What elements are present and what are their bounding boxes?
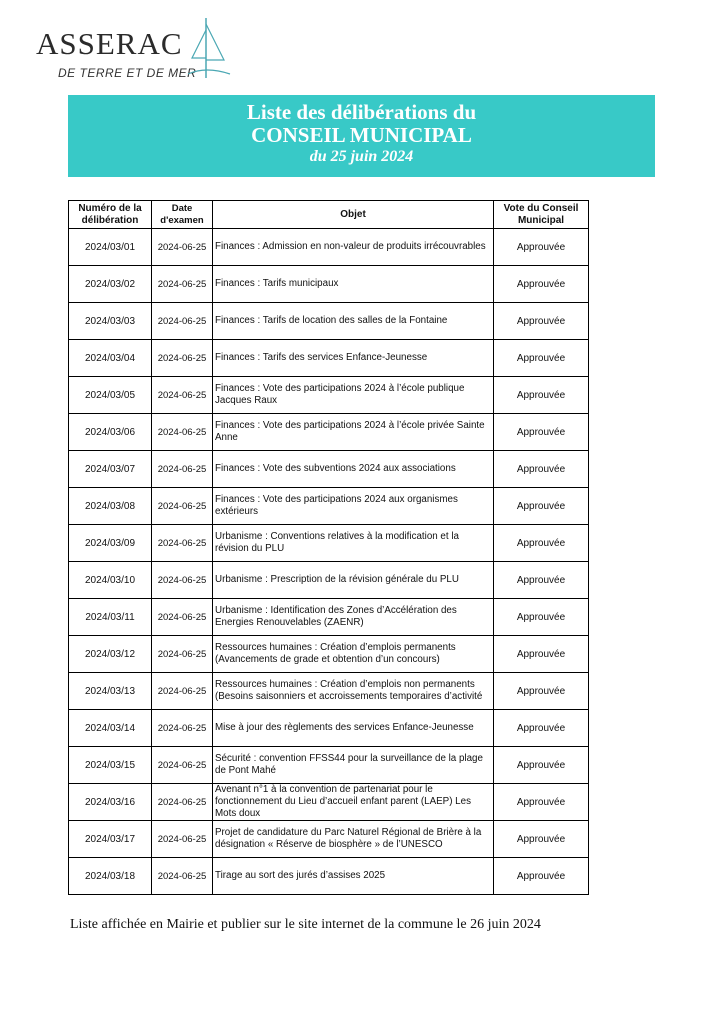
table-row [69,377,589,414]
cell-vote: Approuvée [494,599,589,636]
title-banner [68,95,655,177]
cell-vote: Approuvée [494,303,589,340]
deliberations-table [68,200,589,895]
cell-objet: Urbanisme : Conventions relatives à la modification et la révision du PLU [213,525,494,562]
table-row [69,340,589,377]
cell-objet: Finances : Vote des participations 2024 à l’école privée Sainte Anne [213,414,494,451]
banner-date: du 25 juin 2024 [309,148,414,165]
table-row [69,451,589,488]
cell-date: 2024-06-25 [152,377,213,414]
cell-vote: Approuvée [494,636,589,673]
cell-num: 2024/03/13 [69,673,152,710]
cell-num: 2024/03/09 [69,525,152,562]
cell-date: 2024-06-25 [152,673,213,710]
cell-vote: Approuvée [494,488,589,525]
cell-vote: Approuvée [494,710,589,747]
cell-date: 2024-06-25 [152,229,213,266]
banner-title-line1: Liste des délibérations du [246,100,477,124]
cell-num: 2024/03/17 [69,821,152,858]
cell-objet: Tirage au sort des jurés d’assises 2025 [213,858,494,895]
cell-num: 2024/03/15 [69,747,152,784]
cell-objet: Ressources humaines : Création d’emplois non permanents (Besoins saisonniers et accroissements temporaires d’activité [213,673,494,710]
cell-date: 2024-06-25 [152,266,213,303]
cell-vote: Approuvée [494,377,589,414]
cell-objet: Sécurité : convention FFSS44 pour la surveillance de la plage de Pont Mahé [213,747,494,784]
asserac-logo [36,16,236,86]
cell-date: 2024-06-25 [152,599,213,636]
cell-num: 2024/03/01 [69,229,152,266]
table-row [69,599,589,636]
cell-num: 2024/03/10 [69,562,152,599]
cell-vote: Approuvée [494,229,589,266]
table-row [69,673,589,710]
cell-vote: Approuvée [494,562,589,599]
cell-objet: Urbanisme : Identification des Zones d’Accélération des Energies Renouvelables (ZAENR) [213,599,494,636]
cell-vote: Approuvée [494,414,589,451]
cell-objet: Finances : Vote des subventions 2024 aux associations [213,451,494,488]
cell-vote: Approuvée [494,858,589,895]
table-row [69,562,589,599]
cell-num: 2024/03/02 [69,266,152,303]
cell-date: 2024-06-25 [152,562,213,599]
cell-objet: Ressources humaines : Création d’emplois permanents (Avancements de grade et obtention d’un concours) [213,636,494,673]
cell-date: 2024-06-25 [152,451,213,488]
cell-objet: Finances : Admission en non-valeur de produits irrécouvrables [213,229,494,266]
table-row [69,488,589,525]
table-row [69,303,589,340]
cell-date: 2024-06-25 [152,784,213,821]
cell-num: 2024/03/07 [69,451,152,488]
cell-num: 2024/03/14 [69,710,152,747]
cell-objet: Urbanisme : Prescription de la révision générale du PLU [213,562,494,599]
banner-title-line2: CONSEIL MUNICIPAL [251,123,472,147]
table-row [69,414,589,451]
cell-num: 2024/03/04 [69,340,152,377]
cell-date: 2024-06-25 [152,858,213,895]
cell-date: 2024-06-25 [152,414,213,451]
sailboat-icon [186,16,246,86]
header-num: Numéro de la délibération [69,201,152,229]
table-row [69,636,589,673]
cell-num: 2024/03/05 [69,377,152,414]
header-date: Date d'examen [152,201,213,229]
cell-vote: Approuvée [494,784,589,821]
cell-objet: Mise à jour des règlements des services Enfance-Jeunesse [213,710,494,747]
cell-date: 2024-06-25 [152,303,213,340]
cell-objet: Finances : Tarifs des services Enfance-Jeunesse [213,340,494,377]
cell-date: 2024-06-25 [152,710,213,747]
cell-objet: Finances : Vote des participations 2024 aux organismes extérieurs [213,488,494,525]
cell-num: 2024/03/03 [69,303,152,340]
table-row [69,229,589,266]
logo-name: ASSERAC [36,26,183,61]
cell-vote: Approuvée [494,525,589,562]
table-row [69,821,589,858]
cell-date: 2024-06-25 [152,340,213,377]
cell-objet: Finances : Tarifs de location des salles de la Fontaine [213,303,494,340]
cell-num: 2024/03/18 [69,858,152,895]
cell-vote: Approuvée [494,747,589,784]
cell-num: 2024/03/16 [69,784,152,821]
cell-num: 2024/03/11 [69,599,152,636]
cell-date: 2024-06-25 [152,488,213,525]
cell-date: 2024-06-25 [152,525,213,562]
header-objet: Objet [213,201,494,229]
table-header-row [69,201,589,229]
table-row [69,858,589,895]
header-vote: Vote du Conseil Municipal [494,201,589,229]
cell-vote: Approuvée [494,340,589,377]
cell-objet: Avenant n°1 à la convention de partenariat pour le fonctionnement du Lieu d’accueil enfant parent (LAEP) Les Mots doux [213,784,494,821]
footer-note: Liste affichée en Mairie et publier sur le site internet de la commune le 26 juin 2024 [70,917,541,932]
cell-vote: Approuvée [494,821,589,858]
cell-date: 2024-06-25 [152,821,213,858]
table-row [69,266,589,303]
cell-num: 2024/03/12 [69,636,152,673]
table-row [69,784,589,821]
cell-vote: Approuvée [494,266,589,303]
table-row [69,747,589,784]
cell-date: 2024-06-25 [152,636,213,673]
table-row [69,710,589,747]
cell-objet: Finances : Tarifs municipaux [213,266,494,303]
cell-num: 2024/03/08 [69,488,152,525]
table-row [69,525,589,562]
cell-date: 2024-06-25 [152,747,213,784]
cell-vote: Approuvée [494,451,589,488]
cell-vote: Approuvée [494,673,589,710]
logo-tagline: DE TERRE ET DE MER [58,66,197,80]
cell-objet: Finances : Vote des participations 2024 à l’école publique Jacques Raux [213,377,494,414]
cell-objet: Projet de candidature du Parc Naturel Régional de Brière à la désignation « Réserve de biosphère » de l’UNESCO [213,821,494,858]
cell-num: 2024/03/06 [69,414,152,451]
